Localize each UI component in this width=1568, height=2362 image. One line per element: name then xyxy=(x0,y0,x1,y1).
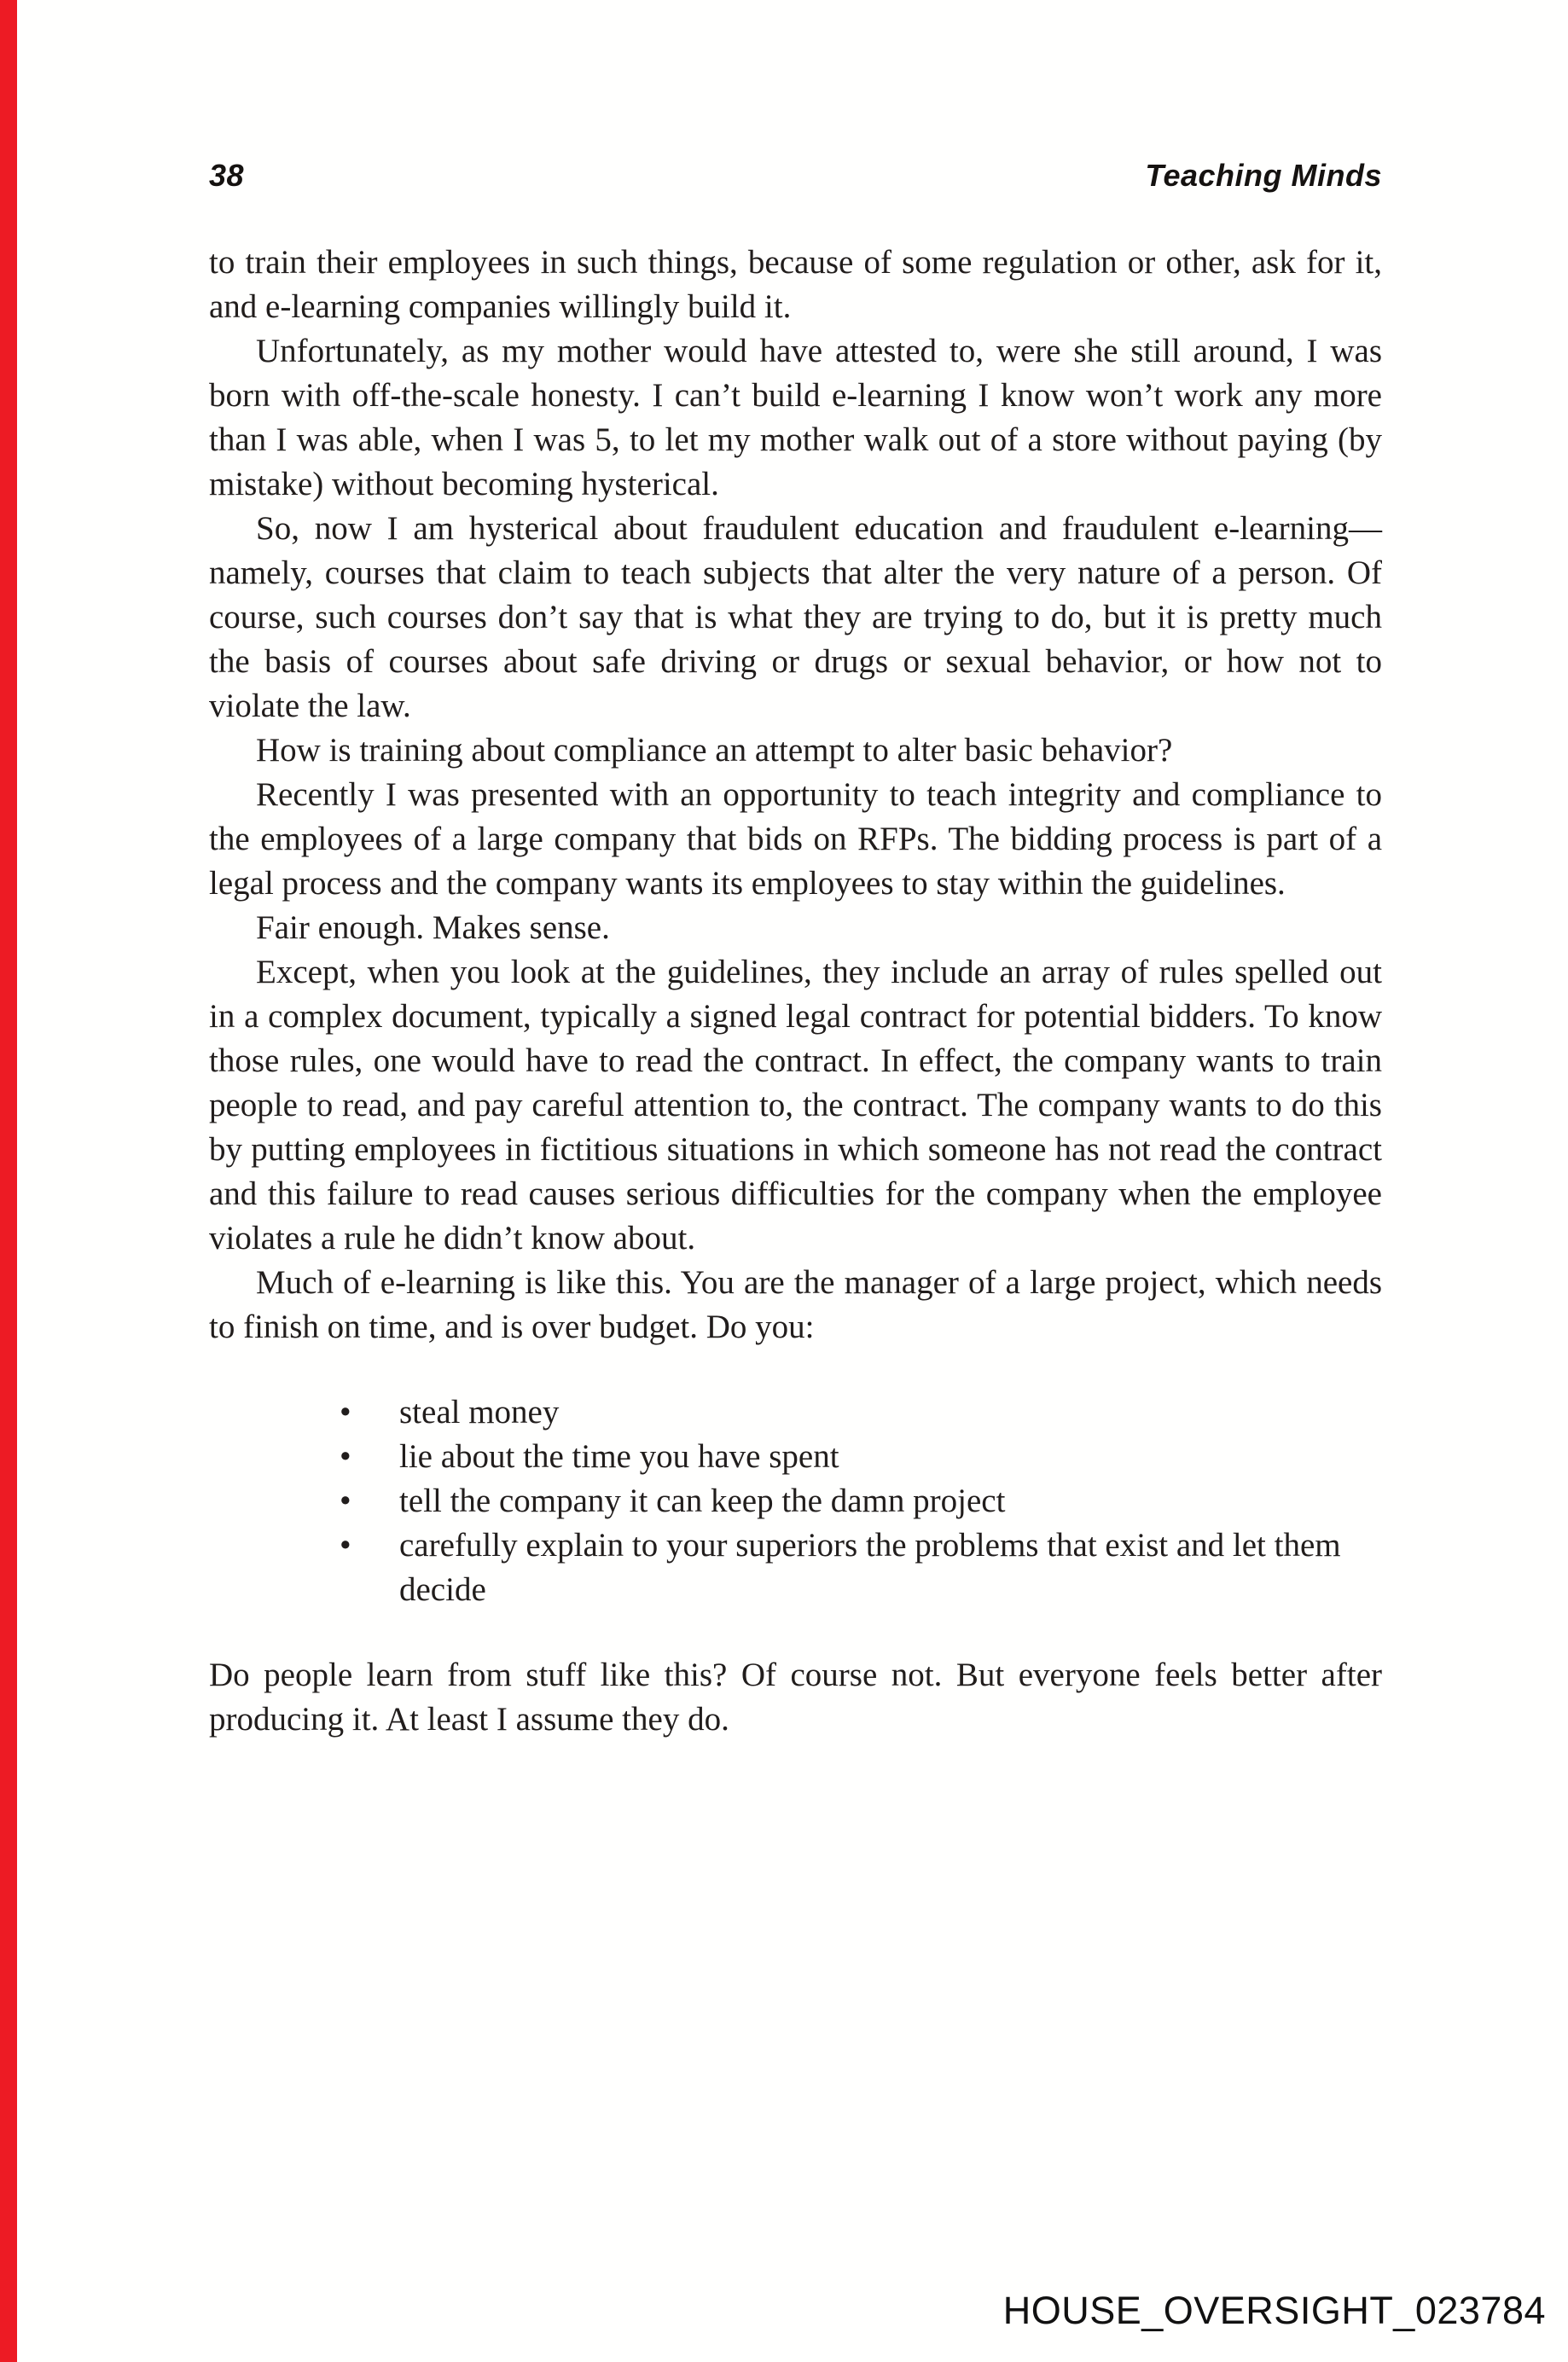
paragraph: Fair enough. Makes sense. xyxy=(256,909,610,946)
paragraph: Much of e-learning is like this. You are the manager of a large project, which needs to finish on time, and is over budget. Do you: xyxy=(209,1264,1382,1345)
book-title: Teaching Minds xyxy=(1145,158,1382,193)
paragraph: Unfortunately, as my mother would have attested to, were she still around, I was born with off-the-scale honesty. I can’t build e-learning I know won’t work any more than I was able, when I was 5, to let my mother walk out of a store without paying (by mistake) without becoming hysterical. xyxy=(209,333,1382,502)
paragraph: to train their employees in such things, because of some regulation or other, ask for it, and e-learning companies willingly build it. xyxy=(209,244,1382,325)
red-edge-stripe xyxy=(0,0,17,2362)
page-body xyxy=(209,241,1382,1742)
paragraph: So, now I am hysterical about fraudulent education and fraudulent e-learning—namely, courses that claim to teach subjects that alter the very nature of a person. Of course, such courses don’t say that is what they are trying to do, but it is pretty much the basis of courses about safe driving or drugs or sexual behavior, or how not to violate the law. xyxy=(209,510,1382,724)
paragraph: How is training about compliance an attempt to alter basic behavior? xyxy=(256,732,1173,769)
list-item: • carefully explain to your superiors the problems that exist and let them decide xyxy=(340,1523,1382,1612)
paragraph: Do people learn from stuff like this? Of course not. But everyone feels better after producing it. At least I assume they do. xyxy=(209,1657,1382,1738)
bullet-list xyxy=(340,1390,1382,1612)
paragraph: Except, when you look at the guidelines, they include an array of rules spelled out in a complex document, typically a signed legal contract for potential bidders. To know those rules, one would have to read the contract. In effect, the company wants to train people to read, and pay careful attention to, the contract. The company wants to do this by putting employees in fictitious situations in which someone has not read the contract and this failure to read causes serious difficulties for the company when the employee violates a rule he didn’t know about. xyxy=(209,954,1382,1256)
page-number: 38 xyxy=(209,158,245,193)
list-item: • steal money xyxy=(340,1390,1382,1435)
page-header xyxy=(209,158,1382,194)
list-item: • lie about the time you have spent xyxy=(340,1435,1382,1479)
paragraph: Recently I was presented with an opportunity to teach integrity and compliance to the employees of a large company that bids on RFPs. The bidding process is part of a legal process and the company wants its employees to stay within the guidelines. xyxy=(209,776,1382,902)
list-item: • tell the company it can keep the damn project xyxy=(340,1479,1382,1523)
bates-stamp: HOUSE_OVERSIGHT_023784 xyxy=(1002,2289,1546,2332)
